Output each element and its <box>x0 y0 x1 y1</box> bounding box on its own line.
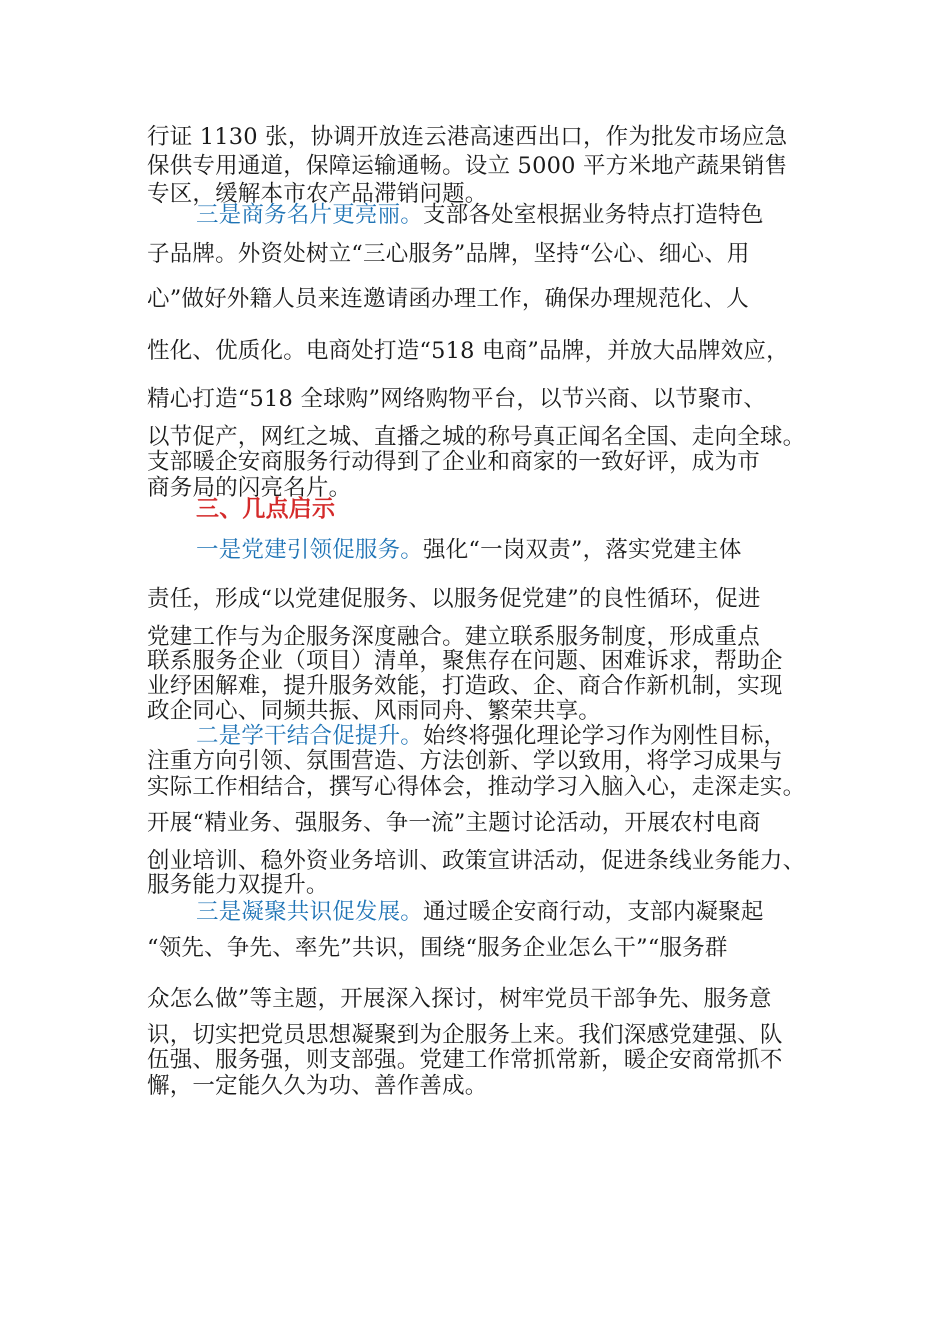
paragraph-line: “领先、争先、率先”共识，围绕“服务企业怎么干”“服务群 <box>147 935 728 961</box>
paragraph-line: 责任，形成“以党建促服务、以服务促党建”的良性循环，促进 <box>147 586 761 612</box>
paragraph-line: 众怎么做”等主题，开展深入探讨，树牢党员干部争先、服务意 <box>147 986 772 1012</box>
paragraph-first-line <box>196 535 807 565</box>
section-heading: 三、几点启示 <box>196 496 336 522</box>
paragraph-line: 行证 1130 张，协调开放连云港高速西出口，作为批发市场应急 <box>147 124 788 150</box>
paragraph-line: 业纾困解难，提升服务效能，打造政、企、商合作新机制，实现 <box>147 673 783 699</box>
paragraph-first-line <box>196 897 807 927</box>
paragraph-lead-highlight: 二是学干结合促提升。 <box>196 723 424 749</box>
paragraph-line: 懈，一定能久久为功、善作善成。 <box>147 1073 488 1099</box>
paragraph-line: 商务局的闪亮名片。 <box>147 475 352 501</box>
paragraph-line: 伍强、服务强，则支部强。党建工作常抓常新，暖企安商常抓不 <box>147 1047 783 1073</box>
paragraph-line: 党建工作与为企服务深度融合。建立联系服务制度，形成重点 <box>147 624 760 650</box>
paragraph-line: 心”做好外籍人员来连邀请函办理工作，确保办理规范化、人 <box>147 286 749 312</box>
paragraph-line: 注重方向引领、氛围营造、方法创新、学以致用，将学习成果与 <box>147 748 783 774</box>
paragraph-first-rest: 强化“一岗双责”，落实党建主体 <box>423 537 742 563</box>
paragraph-line: 联系服务企业（项目）清单，聚焦存在问题、困难诉求，帮助企 <box>147 648 783 674</box>
paragraph-first-rest: 始终将强化理论学习作为刚性目标， <box>423 723 787 749</box>
paragraph-first-rest: 通过暖企安商行动，支部内凝聚起 <box>423 899 764 925</box>
paragraph-line: 保供专用通道，保障运输通畅。设立 5000 平方米地产蔬果销售 <box>147 153 788 179</box>
paragraph-line: 子品牌。外资处树立“三心服务”品牌，坚持“公心、细心、用 <box>147 241 750 267</box>
paragraph-line: 政企同心、同频共振、风雨同舟、繁荣共享。 <box>147 698 602 724</box>
paragraph-line: 专区，缓解本市农产品滞销问题。 <box>147 181 488 207</box>
paragraph-lead-highlight: 三是商务名片更亮丽。 <box>196 202 424 228</box>
paragraph-line: 服务能力双提升。 <box>147 872 329 898</box>
paragraph-line: 开展“精业务、强服务、争一流”主题讨论活动，开展农村电商 <box>147 810 761 836</box>
paragraph-line: 精心打造“518 全球购”网络购物平台，以节兴商、以节聚市、 <box>147 386 767 412</box>
paragraph-first-rest: 支部各处室根据业务特点打造特色 <box>423 202 764 228</box>
paragraph-line: 创业培训、稳外资业务培训、政策宣讲活动，促进条线业务能力、 <box>147 848 806 874</box>
paragraph-first-line <box>196 200 807 230</box>
paragraph-lead-highlight: 一是党建引领促服务。 <box>196 537 424 563</box>
paragraph-line: 识，切实把党员思想凝聚到为企服务上来。我们深感党建强、队 <box>147 1022 783 1048</box>
paragraph-line: 支部暖企安商服务行动得到了企业和商家的一致好评，成为市 <box>147 449 760 475</box>
paragraph-lead-highlight: 三是凝聚共识促发展。 <box>196 899 424 925</box>
paragraph-line: 性化、优质化。电商处打造“518 电商”品牌，并放大品牌效应， <box>147 338 789 364</box>
paragraph-line: 实际工作相结合，撰写心得体会，推动学习入脑入心，走深走实。 <box>147 774 806 800</box>
paragraph-line: 以节促产，网红之城、直播之城的称号真正闻名全国、走向全球。 <box>147 424 806 450</box>
